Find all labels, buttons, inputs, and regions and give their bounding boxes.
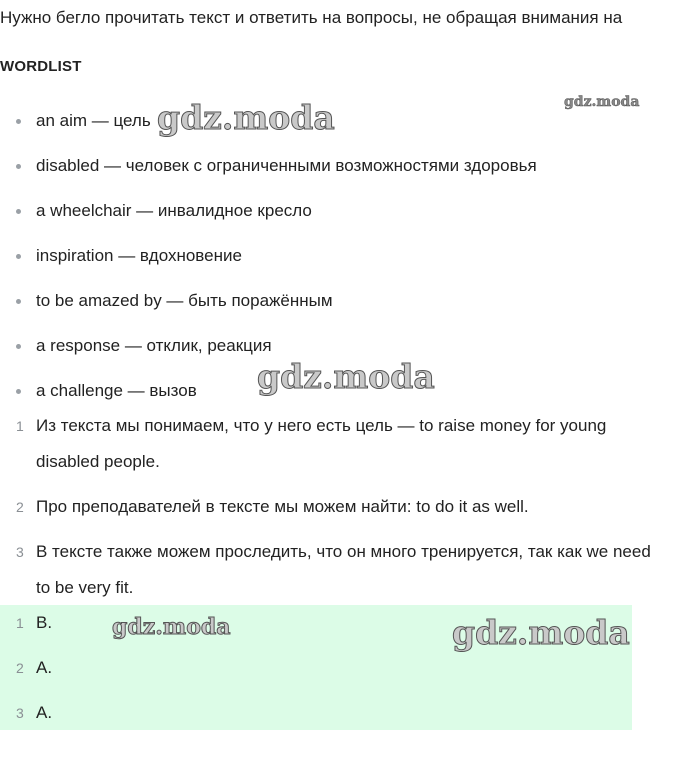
bullet-icon — [16, 344, 21, 349]
bullet-icon — [16, 299, 21, 304]
word-entry: a response — отклик, реакция — [36, 336, 272, 355]
answer-number: 1 — [16, 615, 24, 631]
word-entry: inspiration — вдохновение — [36, 246, 242, 265]
watermark: gdz.moda — [564, 94, 640, 110]
item-number: 1 — [16, 418, 24, 434]
watermark: gdz.moda — [157, 98, 335, 137]
watermark: gdz.moda — [257, 357, 435, 396]
bullet-icon — [16, 389, 21, 394]
list-item — [0, 193, 680, 238]
list-item — [0, 328, 680, 373]
list-item — [0, 283, 680, 328]
answer-list — [0, 605, 52, 740]
wordlist-heading: WORDLIST — [0, 58, 82, 75]
list-item — [0, 408, 680, 480]
item-text: Про преподавателей в тексте мы можем найти: to do it as well. — [36, 497, 529, 516]
bullet-icon — [16, 164, 21, 169]
list-item — [0, 103, 680, 148]
list-item — [0, 489, 680, 525]
list-item — [0, 650, 52, 695]
word-entry: a wheelchair — инвалидное кресло — [36, 201, 312, 220]
answer-box — [0, 605, 632, 730]
bullet-icon — [16, 209, 21, 214]
word-entry: disabled — человек с ограниченными возможностями здоровья — [36, 156, 537, 175]
list-item — [0, 238, 680, 283]
answer-text: A. — [36, 703, 53, 722]
word-entry: an aim — цель — [36, 111, 151, 130]
word-entry: a challenge — вызов — [36, 381, 197, 400]
item-text: В тексте также можем проследить, что он много тренируется, так как we need to be very fit. — [36, 542, 651, 597]
item-number: 3 — [16, 544, 24, 560]
list-item — [0, 695, 52, 740]
item-text: Из текста мы понимаем, что у него есть цель — to raise money for young disabled people. — [36, 416, 607, 471]
bullet-icon — [16, 119, 21, 124]
list-item — [0, 148, 680, 193]
item-number: 2 — [16, 499, 24, 515]
watermark: gdz.moda — [452, 613, 630, 652]
answer-text: B. — [36, 613, 53, 632]
word-entry: to be amazed by — быть поражённым — [36, 291, 333, 310]
list-item — [0, 534, 680, 606]
answer-text: A. — [36, 658, 53, 677]
answer-number: 3 — [16, 705, 24, 721]
bullet-icon — [16, 254, 21, 259]
intro-text: Нужно бегло прочитать текст и ответить на вопросы, не обращая внимания на — [0, 8, 623, 27]
list-item — [0, 605, 52, 650]
answer-number: 2 — [16, 660, 24, 676]
explanation-list — [0, 408, 680, 615]
wordlist — [0, 103, 680, 418]
watermark: gdz.moda — [112, 614, 231, 640]
